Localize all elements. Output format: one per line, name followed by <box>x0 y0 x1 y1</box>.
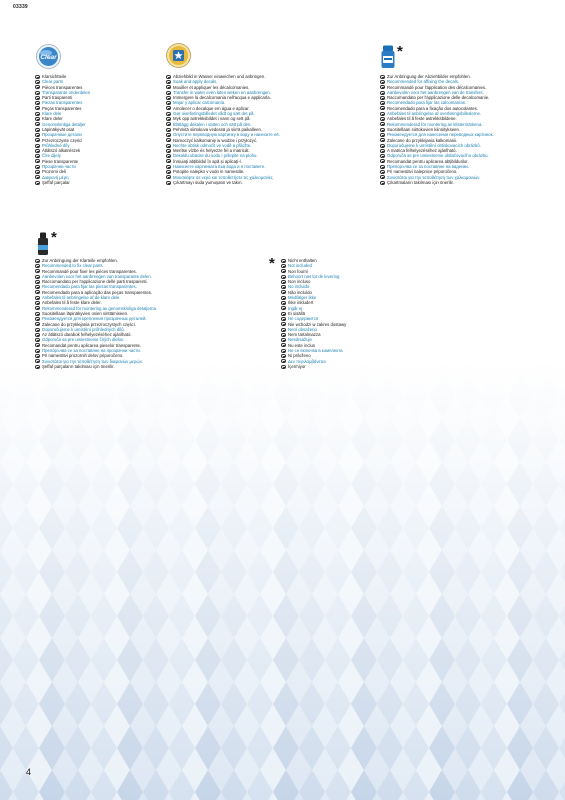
translation-text: Pri namestitvi nalepnice priporočeno. <box>387 169 458 175</box>
not-included-asterisk: * <box>397 43 403 60</box>
flag-icon <box>35 85 40 89</box>
flag-icon <box>35 144 40 148</box>
flag-icon <box>166 106 171 110</box>
flag-icon <box>166 91 171 95</box>
flag-icon <box>281 259 286 263</box>
flag-icon <box>35 80 40 84</box>
flag-icon <box>35 165 40 169</box>
translation-text: Pri namestitvi prozornih delov priporočeno. <box>42 353 124 359</box>
translation-text: Nechte obtisk odmočit ve vodě a přiložte. <box>173 142 252 148</box>
flag-icon <box>281 338 286 342</box>
flag-icon <box>35 275 40 279</box>
flag-icon <box>35 112 40 116</box>
flag-icon <box>380 165 385 169</box>
translation-text: Recommended for affixing the decals. <box>387 79 460 85</box>
flag-icon <box>35 312 40 316</box>
translation-text: Peças transparentes <box>42 105 82 111</box>
translation-text: Anbefales til anbringelse af overføringsbillederne. <box>387 111 482 117</box>
translation-line <box>166 180 280 185</box>
translation-text: Anbefales til å feste klare deler. <box>42 300 102 306</box>
translation-text: Recommended to fix clear parts. <box>42 263 104 269</box>
translation-text: Soak and apply decals. <box>173 79 218 85</box>
flag-icon <box>35 365 40 369</box>
translation-text: Recommandé pour fixer les pièces transparentes. <box>42 268 137 274</box>
flag-icon <box>35 138 40 142</box>
flag-icon <box>281 312 286 316</box>
flag-icon <box>35 133 40 137</box>
flag-icon <box>166 149 171 153</box>
flag-icon <box>35 128 40 132</box>
translation-text: Not included <box>288 263 312 269</box>
flag-icon <box>35 349 40 353</box>
flag-icon <box>281 290 286 294</box>
flag-icon <box>35 359 40 363</box>
translation-text: Препоръчва се за поставяне на ваденки. <box>387 164 470 170</box>
page-number: 4 <box>26 767 32 777</box>
translation-text: Myk opp avtrekksbildet i vann og sett på. <box>173 116 251 122</box>
decal-paint-recommendation-list <box>380 74 494 185</box>
flag-icon <box>166 85 171 89</box>
flag-icon <box>166 165 171 169</box>
flag-icon <box>380 159 385 163</box>
flag-icon <box>35 122 40 126</box>
translation-text: Накиснете картинката във вода и я поставете. <box>173 164 266 170</box>
translation-text: Не содержится <box>288 316 319 322</box>
translation-text: Συνιστάται για την τοποθέτηση των χαλκομανιών. <box>387 174 481 180</box>
translation-text: Mojar y aplicar calcomanía. <box>173 100 226 106</box>
flag-icon <box>281 365 286 369</box>
translation-text: Не се включва в комплекта <box>288 348 343 354</box>
translation-text: Medfølger ikke <box>288 295 317 301</box>
flag-icon <box>35 296 40 300</box>
translation-text: Piese transparente <box>42 158 79 164</box>
flag-icon <box>166 128 171 132</box>
translation-text: Suositellaan siirtokuvien kiinnitykseen. <box>387 126 461 132</box>
flag-icon <box>35 333 40 337</box>
translation-text: Clear parts <box>42 79 64 85</box>
flag-icon <box>166 170 171 174</box>
translation-text: Ikke inkludert <box>288 300 314 306</box>
flag-icon <box>380 128 385 132</box>
flag-icon <box>35 317 40 321</box>
flag-icon <box>380 117 385 121</box>
flag-icon <box>281 296 286 300</box>
flag-icon <box>281 322 286 326</box>
not-included-list <box>281 258 346 369</box>
translation-text: Рекомендуется для крепления прозрачных деталей. <box>42 316 147 322</box>
flag-icon <box>281 328 286 332</box>
flag-icon <box>380 96 385 100</box>
flag-icon <box>281 333 286 337</box>
translation-text: Zalecane do przyklejania kalkomanii. <box>387 137 458 143</box>
flag-icon <box>166 138 171 142</box>
flag-icon <box>35 328 40 332</box>
translation-text: Blötlägg dekalen i vatten och sätt på den. <box>173 121 252 127</box>
flag-icon <box>380 112 385 116</box>
translation-text: Raccomandato per l'applicazione delle decalcomanie. <box>387 95 490 101</box>
translation-text: Pehmitä siirtokuva vedessä ja siirrä paikalleen. <box>173 126 263 132</box>
translation-text: Suositellaan läpinäkyvien osien sinttämiseen. <box>42 310 129 316</box>
translation-text: Klarsichtteile <box>42 74 67 79</box>
flag-icon <box>281 306 286 310</box>
not-included-asterisk: * <box>51 229 57 246</box>
translation-text: Klare dele <box>42 111 62 117</box>
clear-badge-label: Clear <box>40 54 57 61</box>
translation-text: Čire dijely <box>42 153 61 159</box>
flag-icon <box>35 280 40 284</box>
translation-line <box>35 364 157 369</box>
translation-text: Ingår ej <box>288 305 303 311</box>
translation-text: Az átlátszó darabok felhelyezéséhez ajánlható. <box>42 332 132 338</box>
translation-text: Опустите переводную картинку в воду и нанесите её. <box>173 132 280 138</box>
translation-text: Şeffaf parçalar <box>42 179 70 185</box>
translation-text: Zalecane do przyklejania przezroczystych części. <box>42 321 136 327</box>
not-included-asterisk: * <box>269 255 275 272</box>
translation-text: Není obsaženo <box>288 326 317 332</box>
flag-icon <box>281 349 286 353</box>
translation-text: Mouiller et appliquer les décalcomanies. <box>173 84 250 90</box>
flag-icon <box>35 285 40 289</box>
flag-icon <box>281 301 286 305</box>
flag-icon <box>380 149 385 153</box>
flag-icon <box>35 264 40 268</box>
adhesive-bottle-icon <box>37 232 49 256</box>
flag-icon <box>166 75 171 79</box>
flag-icon <box>281 264 286 268</box>
flag-icon <box>166 154 171 158</box>
translation-text: Namoczyć kalkomanię w wodzie i przyłożyć. <box>173 137 258 143</box>
translation-text: Μουσκέψτε σε νερό και τοποθετήστε τις χαλκομανίες. <box>173 174 275 180</box>
translation-text: A matrica felhelyezéséhez ajánlható. <box>387 148 457 154</box>
decal-instructions-list <box>166 74 280 185</box>
flag-icon <box>380 106 385 110</box>
translation-text: Anbefales til å feste avtrekksbildene. <box>387 116 457 122</box>
flag-icon <box>166 133 171 137</box>
flag-icon <box>35 159 40 163</box>
translation-line <box>35 180 90 185</box>
translation-text: Recomandat pentru aplicarea pieselor transparente. <box>42 342 142 348</box>
translation-text: Doporučujeme k umístění obtiskovacích obrázků. <box>387 142 481 148</box>
flag-icon <box>281 317 286 321</box>
flag-icon <box>35 259 40 263</box>
flag-icon <box>166 117 171 121</box>
clear-parts-icon <box>36 44 61 69</box>
translation-text: Çıkartmayı suda yumuşatın ve takın. <box>173 179 243 185</box>
translation-text: Çıkartmaların takılması için önerilir. <box>387 179 454 185</box>
translation-text: Não incluído <box>288 289 312 295</box>
translation-text: Препоръчва се за поставяне на прозрачни части. <box>42 348 141 354</box>
translation-text: Aanbevolen voor het aanbrengen van transparante delen. <box>42 273 152 279</box>
flag-icon <box>35 306 40 310</box>
translation-text: Zur Anbringung der Abziehbilder empfohlen. <box>387 74 471 79</box>
translation-text: Recomendado para fijar las piezas transparentes. <box>42 284 137 290</box>
translation-text: Anbefales til anbringelse af de klare dele. <box>42 295 121 301</box>
flag-icon <box>35 91 40 95</box>
translation-text: Potopite nalepko v vodo in namestite. <box>173 169 245 175</box>
flag-icon <box>380 133 385 137</box>
translation-text: Nicht enthalten <box>288 258 317 263</box>
flag-icon <box>166 112 171 116</box>
translation-text: Parti trasparenti <box>42 95 73 101</box>
translation-line <box>281 364 346 369</box>
flag-icon <box>380 101 385 105</box>
flag-icon <box>35 354 40 358</box>
translation-text: Ni priloženo <box>288 353 311 359</box>
flag-icon <box>380 144 385 148</box>
translation-text: İçermiyor <box>288 363 306 369</box>
flag-icon <box>35 290 40 294</box>
flag-icon <box>380 138 385 142</box>
translation-text: Διαφανή μέρη <box>42 174 69 180</box>
translation-text: Doporučujeme k umístění průhledných dílů. <box>42 326 125 332</box>
translation-text: Zur Anbringung der Klarteile empfohlen. <box>42 258 118 263</box>
translation-text: Piezas transparentes <box>42 100 83 106</box>
translation-text: Rekommenderad för montering av klistermärkena. <box>387 121 483 127</box>
flag-icon <box>380 170 385 174</box>
flag-icon <box>35 269 40 273</box>
translation-text: Merítse vízbe és helyezze fel a matricát. <box>173 148 250 154</box>
translation-text: No incluido <box>288 284 310 290</box>
translation-text: Klare deler <box>42 116 63 122</box>
translation-text: Průhledné díly <box>42 142 70 148</box>
flag-icon <box>35 96 40 100</box>
translation-text: Rekommenderad för montering av genomskinliga detaljerna. <box>42 305 158 311</box>
flag-icon <box>281 280 286 284</box>
flag-icon <box>166 181 171 185</box>
translation-text: Behoort niet tot de levering <box>288 273 340 279</box>
translation-text: Immergere la decalcomania nell'acqua e applicarla. <box>173 95 271 101</box>
flag-icon <box>166 159 171 163</box>
flag-icon <box>281 285 286 289</box>
flag-icon <box>380 80 385 84</box>
translation-text: Рекомендуется для нанесения переводных картинок. <box>387 132 494 138</box>
flag-icon <box>35 175 40 179</box>
paint-jar-icon <box>380 45 396 69</box>
translation-text: Genomskinliga detaljer <box>42 121 86 127</box>
translation-text: Recomandat pentru aplicarea abțibildurilor. <box>387 158 469 164</box>
flag-icon <box>380 122 385 126</box>
translation-text: Δεν περιλαμβάνεται <box>288 358 326 364</box>
flag-icon <box>281 275 286 279</box>
flag-icon <box>35 301 40 305</box>
flag-icon <box>35 117 40 121</box>
flag-icon <box>380 181 385 185</box>
decal-icon <box>166 43 191 68</box>
flag-icon <box>35 322 40 326</box>
translation-text: Transfer in water even laten weken en aanbrengen. <box>173 89 272 95</box>
flag-icon <box>35 75 40 79</box>
flag-icon <box>166 144 171 148</box>
flag-icon <box>35 101 40 105</box>
translation-text: Ei sisällä <box>288 310 305 316</box>
translation-text: Nesdrsažuje <box>288 337 312 343</box>
translation-text: Abziehbild in Wasser einweichen und anbringen. <box>173 74 266 79</box>
translation-text: Recomendado para a aplicação das peças transparentes. <box>42 289 153 295</box>
translation-text: Non incluso <box>288 279 311 285</box>
translation-text: Gør overføringsbilledet vådt og sæt det på. <box>173 111 255 117</box>
translation-text: Transparante onderdelen <box>42 89 91 95</box>
clear-parts-adhesive-list <box>35 258 157 369</box>
translation-text: Prozorni deli <box>42 169 66 175</box>
clear-parts-list <box>35 74 90 185</box>
translation-text: Nu este inclus <box>288 342 315 348</box>
translation-text: Συνιστάται για την τοποθέτηση των διαφανών μερών. <box>42 358 144 364</box>
translation-text: Odporuča sa pre umiestnenie čirých dielov. <box>42 337 125 343</box>
translation-text: Átlátszó alkatrészek <box>42 148 81 154</box>
translation-text: Pièces transparentes <box>42 84 83 90</box>
flag-icon <box>281 359 286 363</box>
translation-text: Recomendado para a fixação dos autocolantes. <box>387 105 479 111</box>
translation-line <box>380 180 494 185</box>
flag-icon <box>35 181 40 185</box>
flag-icon <box>35 106 40 110</box>
translation-text: Dekaldu ubacite du vodu i prilepite na plohu. <box>173 153 258 159</box>
flag-icon <box>380 154 385 158</box>
flag-icon <box>380 91 385 95</box>
translation-text: Înmuiați abțibildul în apă și aplicați-l. <box>173 158 242 164</box>
translation-text: Nem tartalmazza <box>288 332 321 338</box>
flag-icon <box>380 75 385 79</box>
flag-icon <box>166 101 171 105</box>
translation-text: Recomendado para fijar las calcomanías. <box>387 100 467 106</box>
flag-icon <box>281 269 286 273</box>
translation-text: Aanbevolen voor het aanbrengen van de transfers. <box>387 89 484 95</box>
flag-icon <box>166 175 171 179</box>
flag-icon <box>281 343 286 347</box>
translation-text: Прозрачные детали <box>42 132 82 138</box>
flag-icon <box>35 338 40 342</box>
flag-icon <box>35 343 40 347</box>
translation-text: Odporuča se pre umiestnenie obtlačovacího obrázku. <box>387 153 489 159</box>
translation-text: Прозрачни части <box>42 164 76 170</box>
flag-icon <box>166 80 171 84</box>
flag-icon <box>281 354 286 358</box>
translation-text: Raccomandato per l'applicazione delle parti trasparenti. <box>42 279 148 285</box>
product-code: 03339 <box>13 4 28 10</box>
flag-icon <box>35 149 40 153</box>
flag-icon <box>35 170 40 174</box>
flag-icon <box>380 85 385 89</box>
flag-icon <box>380 175 385 179</box>
flag-icon <box>35 154 40 158</box>
translation-text: Şeffaf parçaların takılması için önerilir. <box>42 363 115 369</box>
translation-text: Nie wchodzi w zakres dostawy <box>288 321 347 327</box>
translation-text: Amolecer o decalque em água e aplicar. <box>173 105 250 111</box>
translation-text: Recommandé pour l'application des décalcomanies. <box>387 84 487 90</box>
translation-text: Läpinäkyvät osat <box>42 126 75 132</box>
flag-icon <box>166 96 171 100</box>
translation-text: Przezroczyste części <box>42 137 83 143</box>
flag-icon <box>166 122 171 126</box>
translation-text: Non fourni <box>288 268 308 274</box>
